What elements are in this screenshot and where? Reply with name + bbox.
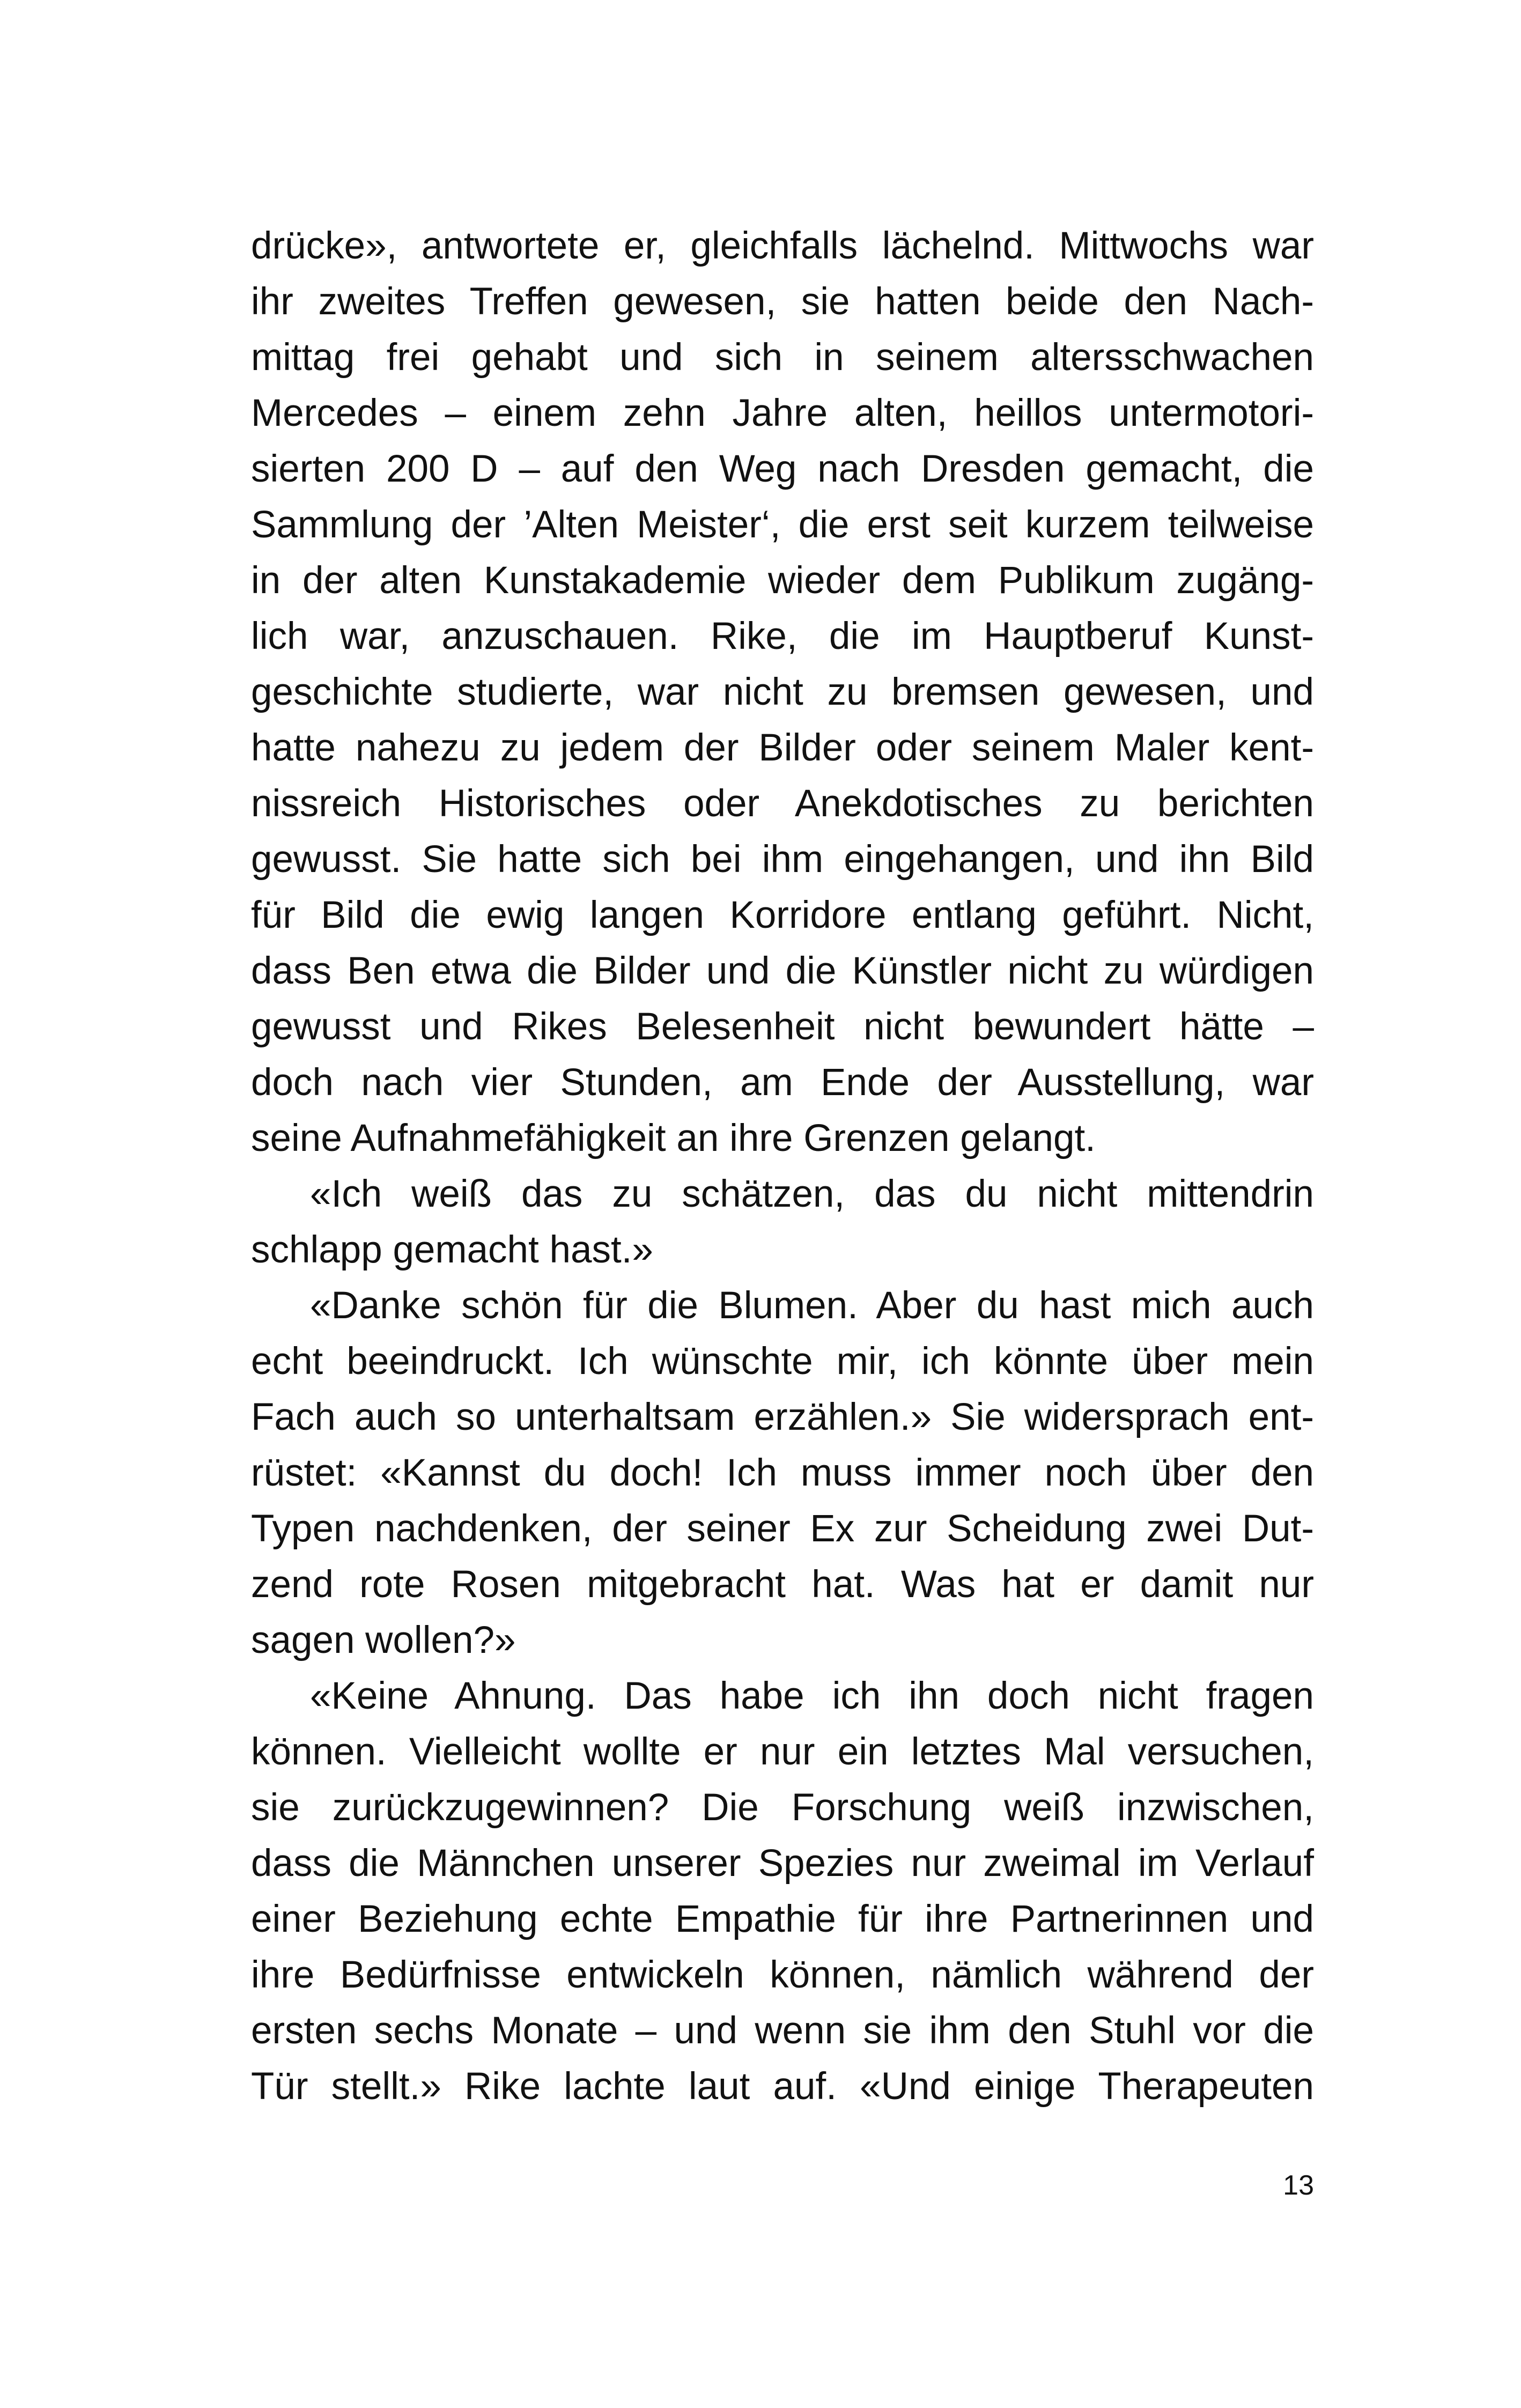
text-line: Fach auch so unterhaltsam erzählen.» Sie widersprach ent- xyxy=(251,1396,1314,1438)
text-line: Tür stellt.» Rike lachte laut auf. «Und einige Therapeuten xyxy=(251,2065,1314,2108)
text-line: einer Beziehung echte Empathie für ihre Partnerinnen und xyxy=(251,1898,1314,1940)
text-line: sierten 200 D – auf den Weg nach Dresden gemacht, die xyxy=(251,448,1314,490)
body-text xyxy=(251,218,1314,2115)
text-line: zend rote Rosen mitgebracht hat. Was hat er damit nur xyxy=(251,1563,1314,1606)
text-line: rüstet: «Kannst du doch! Ich muss immer noch über den xyxy=(251,1452,1314,1494)
text-line: ihre Bedürfnisse entwickeln können, nämlich während der xyxy=(251,1954,1314,1996)
text-line: sie zurückzugewinnen? Die Forschung weiß inzwischen, xyxy=(251,1786,1314,1829)
text-line: echt beeindruckt. Ich wünschte mir, ich könnte über mein xyxy=(251,1340,1314,1383)
text-line: gewusst. Sie hatte sich bei ihm eingehangen, und ihn Bild xyxy=(251,838,1314,881)
text-line: in der alten Kunstakademie wieder dem Publikum zugäng- xyxy=(251,559,1314,602)
text-line: lich war, anzuschauen. Rike, die im Hauptberuf Kunst- xyxy=(251,615,1314,658)
text-line: geschichte studierte, war nicht zu bremsen gewesen, und xyxy=(251,671,1314,713)
text-line: schlapp gemacht hast.» xyxy=(251,1229,653,1271)
text-line: seine Aufnahmefähigkeit an ihre Grenzen gelangt. xyxy=(251,1117,1096,1159)
text-line: mittag frei gehabt und sich in seinem altersschwachen xyxy=(251,336,1314,379)
text-line: drücke», antwortete er, gleichfalls lächelnd. Mittwochs war xyxy=(251,225,1314,267)
text-line: «Keine Ahnung. Das habe ich ihn doch nicht fragen xyxy=(310,1675,1314,1717)
text-line: Mercedes – einem zehn Jahre alten, heillos untermotori- xyxy=(251,392,1314,434)
text-line: ihr zweites Treffen gewesen, sie hatten beide den Nach- xyxy=(251,280,1314,323)
text-line: ersten sechs Monate – und wenn sie ihm den Stuhl vor die xyxy=(251,2010,1314,2052)
text-line: nissreich Historisches oder Anekdotisches zu berichten xyxy=(251,782,1314,825)
text-line: «Danke schön für die Blumen. Aber du hast mich auch xyxy=(310,1284,1314,1327)
text-line: «Ich weiß das zu schätzen, das du nicht mittendrin xyxy=(310,1173,1314,1215)
text-line: doch nach vier Stunden, am Ende der Ausstellung, war xyxy=(251,1061,1314,1104)
page-number: 13 xyxy=(1283,2170,1314,2201)
text-line: gewusst und Rikes Belesenheit nicht bewundert hätte – xyxy=(251,1006,1314,1048)
text-line: sagen wollen?» xyxy=(251,1619,516,1661)
text-line: hatte nahezu zu jedem der Bilder oder seinem Maler kent- xyxy=(251,727,1314,769)
text-line: dass Ben etwa die Bilder und die Künstler nicht zu würdigen xyxy=(251,950,1314,992)
text-line: können. Vielleicht wollte er nur ein letztes Mal versuchen, xyxy=(251,1731,1314,1773)
text-line: dass die Männchen unserer Spezies nur zweimal im Verlauf xyxy=(251,1842,1314,1885)
text-line: Typen nachdenken, der seiner Ex zur Scheidung zwei Dut- xyxy=(251,1508,1314,1550)
text-line: für Bild die ewig langen Korridore entlang geführt. Nicht, xyxy=(251,894,1314,936)
text-line: Sammlung der ’Alten Meister‘, die erst seit kurzem teilweise xyxy=(251,504,1314,546)
